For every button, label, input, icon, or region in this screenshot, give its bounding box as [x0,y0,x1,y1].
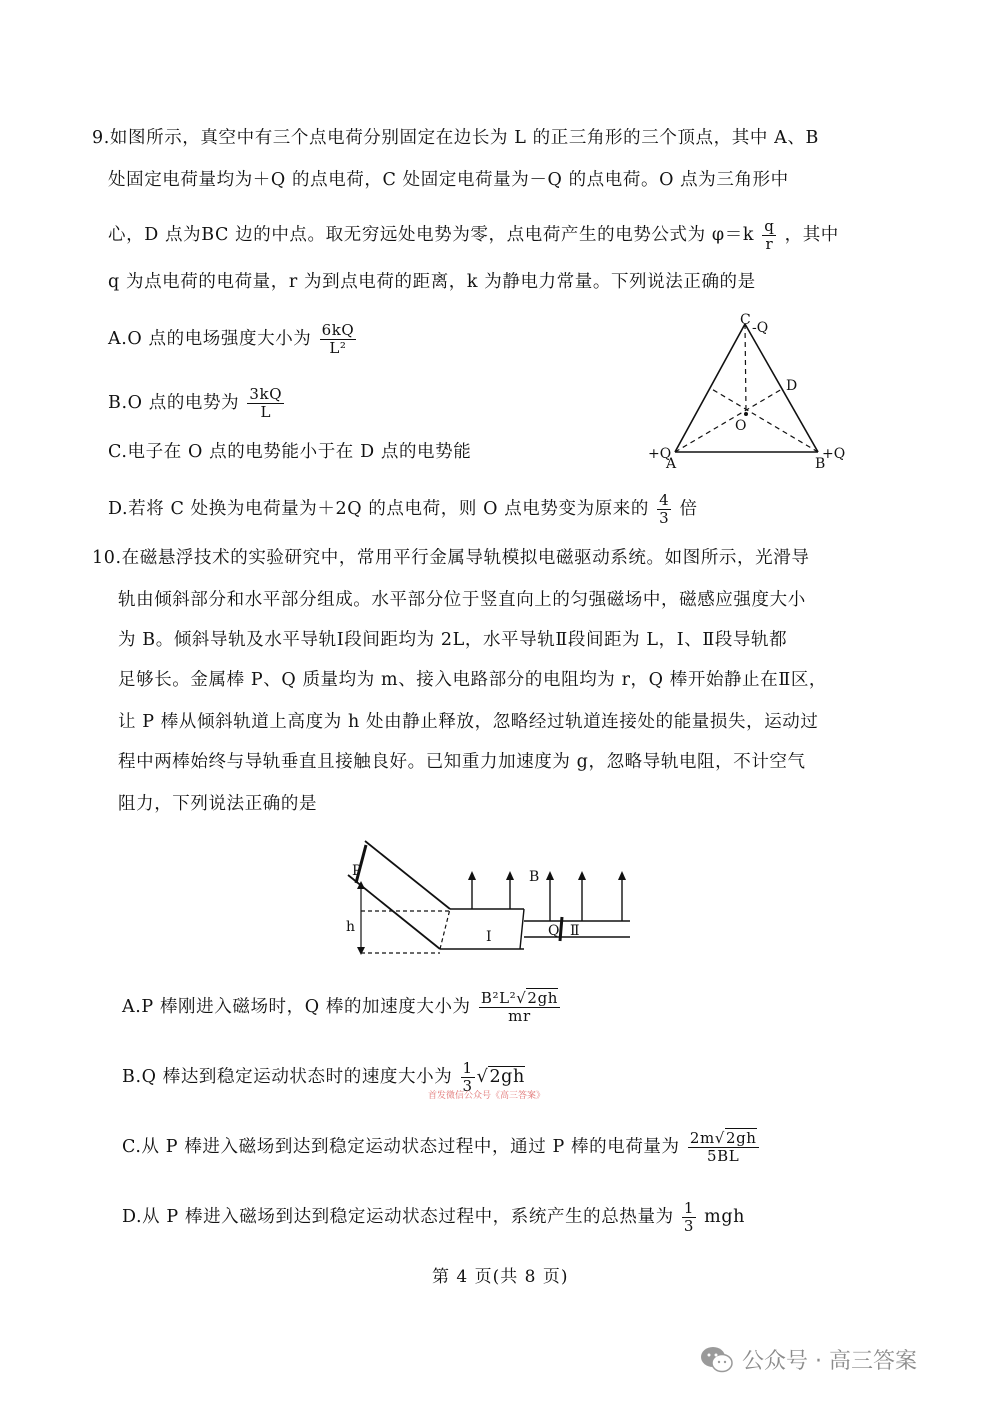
q9-line-3: 心，D 点为BC 边的中点。取无穷远处电势为零，点电荷产生的电势公式为 φ＝k $\frac{q}{r}$ ，其中 [108,217,839,253]
label-d: D [786,378,798,394]
label-p: P [352,863,362,879]
q9-line-4: q 为点电荷的电荷量，r 为到点电荷的距离，k 为静电力常量。下列说法正确的是 [108,272,756,292]
q10-line-1: 10.在磁悬浮技术的实验研究中，常用平行金属导轨模拟电磁驱动系统。如图所示，光滑导 [92,548,810,568]
q10-d-fraction: $\frac{1}{3}$ [683,1199,694,1235]
q9-d-fraction: $\frac{4}{3}$ [659,491,670,527]
q10-option-b[interactable]: B.Q 棒达到稳定运动状态时的速度大小为 $\frac{1}{3}$ √2gh [122,1059,525,1095]
q10-line-4: 足够长。金属棒 P、Q 质量均为 m、接入电路部分的电阻均为 r，Q 棒开始静止在Ⅱ区， [118,670,828,690]
q9-line-1: 9.如图所示，真空中有三个点电荷分别固定在边长为 L 的正三角形的三个顶点，其中 A、B [92,128,819,148]
q9-option-b[interactable]: B.O 点的电势为 $\frac{3kQ}{L}$ [108,385,283,421]
label-section-i: Ⅰ [486,929,492,945]
label-b: B [815,456,826,472]
wechat-label: 公众号 · 高三答案 [742,1349,917,1374]
q10-line-7: 阻力，下列说法正确的是 [118,794,318,814]
rail-figure [330,825,650,965]
q10-b-fraction: $\frac{1}{3}$ [462,1059,473,1095]
label-c: C [740,312,751,328]
q10-option-a[interactable]: A.P 棒刚进入磁场时，Q 棒的加速度大小为 $\frac{\text{B²L²√2gh}}{mr}$ [122,989,559,1025]
label-a-charge: +Q [648,446,672,462]
q10-line-5: 让 P 棒从倾斜轨道上高度为 h 处由静止释放，忽略经过轨道连接处的能量损失，运动过 [118,712,819,732]
q10-option-c[interactable]: C.从 P 棒进入磁场到达到稳定运动状态过程中，通过 P 棒的电荷量为 $\frac{2m√2gh}{5BL}$ [122,1129,757,1165]
q9-option-c[interactable]: C.电子在 O 点的电势能小于在 D 点的电势能 [108,442,472,462]
q9-a-fraction: $\frac{6kQ}{\text{L²}}$ [321,321,355,357]
wechat-icon [700,1346,734,1374]
label-q: Q [548,923,560,939]
label-o: O [735,418,747,434]
label-h: h [346,919,356,935]
potential-formula-fraction: $\frac{q}{r}$ [764,217,775,253]
label-b-field: B [529,869,540,885]
q10-line-3: 为 B。倾斜导轨及水平导轨Ⅰ段间距均为 2L，水平导轨Ⅱ段间距为 L，Ⅰ、Ⅱ段导轨都 [118,630,788,650]
triangle-charges-figure [640,310,860,480]
q10-line-2: 轨由倾斜部分和水平部分组成。水平部分位于竖直向上的匀强磁场中，磁感应强度大小 [118,590,806,610]
q9-line-2: 处固定电荷量均为＋Q 的点电荷，C 处固定电荷量为－Q 的点电荷。O 点为三角形中 [108,170,789,190]
small-watermark: 首发微信公众号《高三答案》 [428,1091,546,1101]
label-a: A [666,456,677,472]
label-section-ii: Ⅱ [570,923,580,939]
label-b-charge: +Q [822,446,846,462]
q10-line-6: 程中两棒始终与导轨垂直且接触良好。已知重力加速度为 g，忽略导轨电阻，不计空气 [118,752,806,772]
label-c-charge: -Q [752,320,769,336]
q9-option-a[interactable]: A.O 点的电场强度大小为 $\frac{6kQ}{\text{L²}}$ [108,321,355,357]
page-footer: 第 4 页(共 8 页) [432,1267,569,1287]
q10-a-fraction: $\frac{\text{B²L²√2gh}}{mr}$ [480,989,559,1025]
q9-option-d[interactable]: D.若将 C 处换为电荷量为＋2Q 的点电荷，则 O 点电势变为原来的 $\frac{4}{3}$ 倍 [108,491,698,527]
q9-b-fraction: $\frac{3kQ}{L}$ [249,385,283,421]
q10-option-d[interactable]: D.从 P 棒进入磁场到达到稳定运动状态过程中，系统产生的总热量为 $\frac{1}{3}$ mgh [122,1199,746,1235]
wechat-watermark [700,1344,917,1375]
q10-c-fraction: $\frac{2m√2gh}{5BL}$ [689,1129,757,1165]
